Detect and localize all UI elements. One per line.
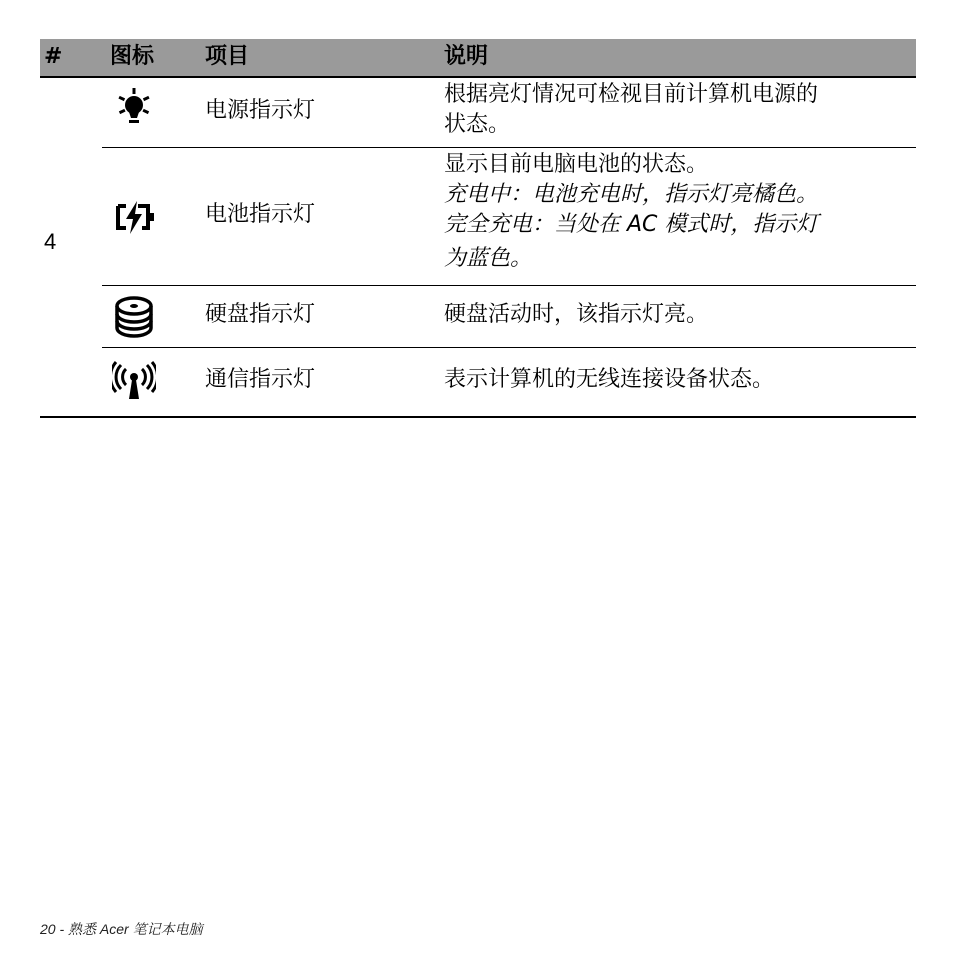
- battery-charging-icon: [112, 196, 156, 240]
- table-bottom-rule: [40, 416, 916, 418]
- item-description: [444, 150, 914, 274]
- table-row: [102, 78, 916, 148]
- header-number: #: [44, 44, 63, 69]
- table-row: [102, 348, 916, 416]
- header-icon: 图标: [110, 44, 155, 69]
- item-label: 电池指示灯: [205, 202, 316, 227]
- header-description: 说明: [444, 44, 489, 69]
- wireless-antenna-icon: [112, 360, 156, 404]
- table-header: [40, 39, 916, 78]
- description-line: 显示目前电脑电池的状态。: [444, 152, 709, 177]
- item-description: [444, 365, 914, 395]
- description-line: 为蓝色。: [444, 246, 533, 271]
- item-label: 通信指示灯: [205, 367, 316, 392]
- description-line: 充电中：电池充电时，指示灯亮橘色。: [444, 182, 819, 207]
- header-item: 项目: [205, 44, 250, 69]
- description-line: 表示计算机的无线连接设备状态。: [444, 367, 775, 392]
- table-row: [102, 286, 916, 348]
- light-bulb-icon: [112, 86, 156, 130]
- group-number: 4: [44, 229, 57, 254]
- description-line: 完全充电：当处在 AC 模式时，指示灯: [444, 212, 819, 237]
- description-line: 状态。: [444, 112, 511, 137]
- hard-disk-icon: [112, 295, 156, 339]
- item-label: 电源指示灯: [205, 98, 316, 123]
- table-row: [102, 148, 916, 286]
- item-description: [444, 300, 914, 330]
- description-line: 硬盘活动时，该指示灯亮。: [444, 302, 709, 327]
- description-line: 根据亮灯情况可检视目前计算机电源的: [444, 82, 819, 107]
- item-description: [444, 80, 914, 140]
- item-label: 硬盘指示灯: [205, 302, 316, 327]
- page-footer: 20 - 熟悉 Acer 笔记本电脑: [40, 921, 203, 937]
